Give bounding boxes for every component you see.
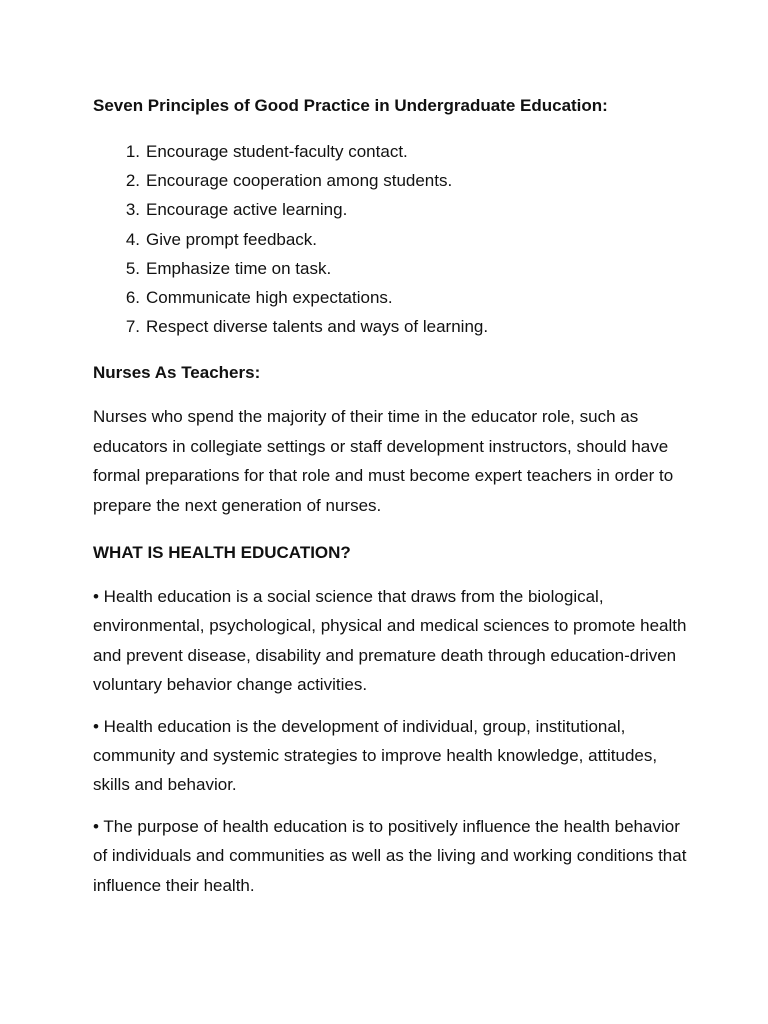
list-item [93, 254, 693, 283]
list-item [93, 166, 693, 195]
list-item-number: 1. [125, 142, 140, 161]
health-education-bullet: • The purpose of health education is to positively influence the health behavior of individuals and communities as well as the living and working conditions that influence their health. [93, 816, 687, 895]
nurses-heading: Nurses As Teachers: [93, 363, 261, 383]
list-item-number: 2. [125, 171, 140, 191]
list-item [93, 283, 693, 312]
list-item [93, 312, 693, 341]
principles-list [93, 137, 693, 341]
health-education-heading: WHAT IS HEALTH EDUCATION? [93, 542, 351, 562]
list-item-text: Emphasize time on task. [146, 258, 332, 278]
health-education-bullet: • Health education is a social science that draws from the biological, environmental, psychological, physical and medical sciences to promote health and prevent disease, disability and premature death through education-driven voluntary behavior change activities. [93, 586, 687, 695]
list-item-number: 6. [125, 287, 140, 307]
list-item-number: 5. [125, 258, 140, 278]
health-education-bullet: • Health education is the development of individual, group, institutional, community and systemic strategies to improve health knowledge, attitudes, skills and behavior. [93, 716, 658, 795]
list-item-text: Respect diverse talents and ways of learning. [146, 317, 489, 337]
document-content [93, 95, 693, 900]
list-item-number: 7. [125, 317, 140, 337]
list-item [93, 195, 693, 224]
list-item-text: Encourage cooperation among students. [146, 171, 453, 191]
list-item-number: 3. [125, 200, 140, 220]
list-item-text: Give prompt feedback. [146, 229, 318, 249]
principles-heading: Seven Principles of Good Practice in Undergraduate Education: [93, 96, 608, 115]
nurses-paragraph: Nurses who spend the majority of their time in the educator role, such as educators in collegiate settings or staff development instructors, should have formal preparations for that role and must become expert teachers in order to prepare the next generation of nurses. [93, 407, 674, 515]
list-item [93, 137, 693, 166]
list-item-text: Communicate high expectations. [146, 287, 393, 307]
list-item-text: Encourage active learning. [146, 200, 348, 220]
list-item-number: 4. [125, 229, 140, 249]
list-item-text: Encourage student-faculty contact. [146, 142, 408, 161]
list-item [93, 225, 693, 254]
